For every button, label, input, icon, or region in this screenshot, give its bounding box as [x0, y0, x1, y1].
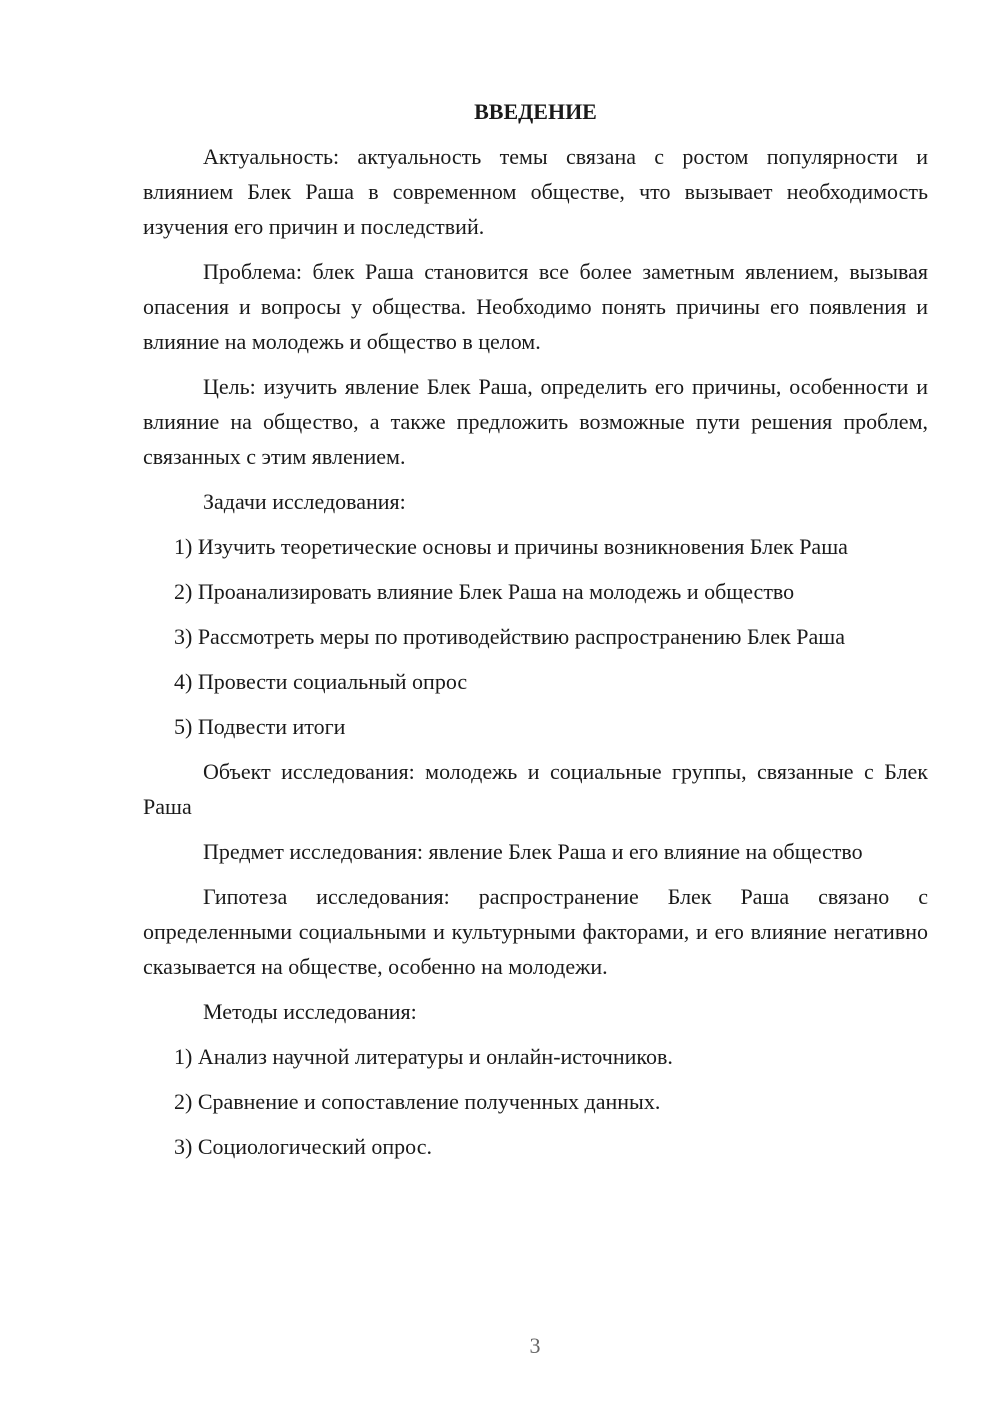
subject-paragraph: Предмет исследования: явление Блек Раша и его влияние на общество	[203, 839, 863, 864]
object-paragraph: Объект исследования: молодежь и социальные группы, связанные с Блек Раша	[143, 759, 928, 819]
method-item: 3) Социологический опрос.	[174, 1134, 432, 1159]
task-item: 2) Проанализировать влияние Блек Раша на молодежь и общество	[174, 579, 795, 604]
task-item: 3) Рассмотреть меры по противодействию распространению Блек Раша	[174, 624, 845, 649]
page-number: 3	[529, 1333, 541, 1358]
methods-list	[143, 1039, 928, 1164]
problem-paragraph: Проблема: блек Раша становится все более заметным явлением, вызывая опасения и вопросы у общества. Необходимо понять причины его появления и влияние на молодежь и общество в целом.	[143, 259, 928, 354]
goal-paragraph: Цель: изучить явление Блек Раша, определить его причины, особенности и влияние на общество, а также предложить возможные пути решения проблем, связанных с этим явлением.	[143, 374, 928, 469]
task-item: 5) Подвести итоги	[174, 714, 346, 739]
method-item: 1) Анализ научной литературы и онлайн-источников.	[174, 1044, 673, 1069]
tasks-heading: Задачи исследования:	[203, 489, 406, 514]
relevance-paragraph: Актуальность: актуальность темы связана с ростом популярности и влиянием Блек Раша в современном обществе, что вызывает необходимость изучения его причин и последствий.	[143, 144, 928, 239]
tasks-list	[143, 529, 928, 744]
hypothesis-paragraph: Гипотеза исследования: распространение Блек Раша связано с определенными социальными и культурными факторами, и его влияние негативно сказывается на обществе, особенно на молодежи.	[143, 884, 928, 979]
section-title: ВВЕДЕНИЕ	[474, 99, 597, 124]
task-item: 1) Изучить теоретические основы и причины возникновения Блек Раша	[174, 534, 848, 559]
page-content	[143, 94, 928, 1164]
methods-heading: Методы исследования:	[203, 999, 417, 1024]
method-item: 2) Сравнение и сопоставление полученных данных.	[174, 1089, 661, 1114]
task-item: 4) Провести социальный опрос	[174, 669, 468, 694]
